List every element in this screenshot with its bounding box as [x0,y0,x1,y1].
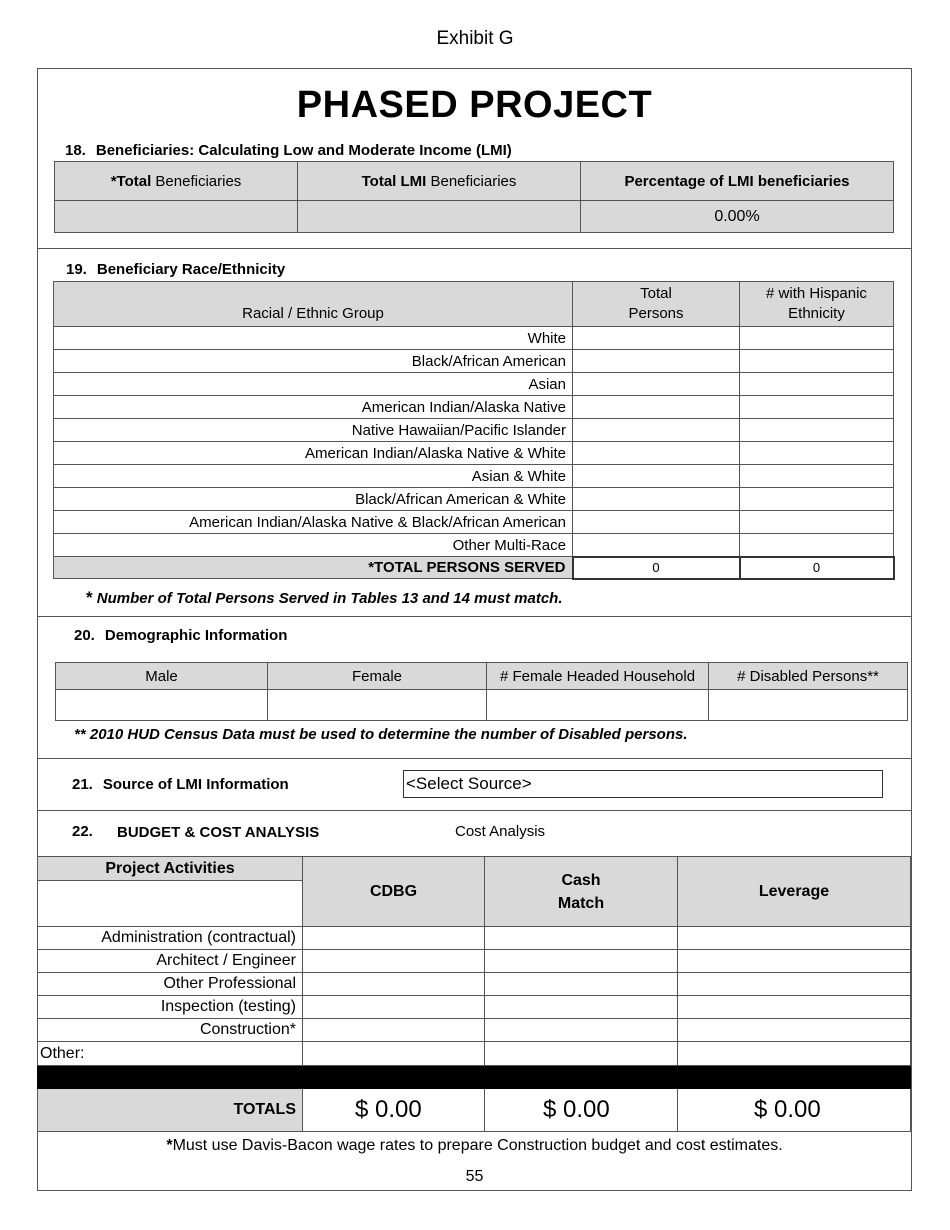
lmi-source-select[interactable]: <Select Source> [403,770,883,798]
separator-bar [485,1066,678,1089]
leverage-input[interactable] [678,1019,911,1042]
race-hispanic-input[interactable] [740,465,894,488]
race-ethnicity-table [53,281,895,580]
cdbg-input[interactable] [303,1042,485,1066]
section-20-heading [74,627,287,644]
race-hispanic-input[interactable] [740,488,894,511]
race-row-label: Native Hawaiian/Pacific Islander [54,419,573,442]
race-total-input[interactable] [573,373,740,396]
totals-label: TOTALS [38,1089,303,1132]
demographic-table [55,662,908,721]
section-19-heading [66,261,285,278]
col-project-activities: Project Activities [38,857,303,881]
total-leverage-value: $ 0.00 [678,1089,911,1132]
col-percentage-lmi: Percentage of LMI beneficiaries [581,162,894,201]
disabled-persons-note: ** 2010 HUD Census Data must be used to determine the number of Disabled persons. [74,726,688,743]
divider [37,758,912,759]
cdbg-input[interactable] [303,973,485,996]
race-row-label: Asian & White [54,465,573,488]
col-total-persons: Total Persons [573,282,740,327]
race-row-label: Other Multi-Race [54,534,573,557]
col-cash-match: Cash Match [485,857,678,927]
col-hispanic-ethnicity: # with Hispanic Ethnicity [740,282,894,327]
section-18-number: 18. [65,142,86,159]
persons-served-note: * Number of Total Persons Served in Tables 13 and 14 must match. [86,588,563,607]
activities-header-blank [38,881,303,927]
race-hispanic-input[interactable] [740,327,894,350]
section-20-title: Demographic Information [104,627,288,644]
leverage-input[interactable] [678,996,911,1019]
lmi-percentage-value: 0.00% [581,201,894,233]
section-20-number: 20. [74,627,95,644]
leverage-input[interactable] [678,927,911,950]
cash-match-input[interactable] [485,1042,678,1066]
race-hispanic-input[interactable] [740,373,894,396]
davis-bacon-note: *Must use Davis-Bacon wage rates to prepare Construction budget and cost estimates. [166,1137,783,1154]
activity-row-label: Other Professional [38,973,303,996]
beneficiaries-table [54,161,894,233]
race-total-input[interactable] [573,511,740,534]
total-cdbg-value: $ 0.00 [303,1089,485,1132]
race-hispanic-input[interactable] [740,419,894,442]
exhibit-label: Exhibit G [436,28,514,49]
page-number: 55 [465,1168,484,1185]
separator-bar [38,1066,303,1089]
race-total-input[interactable] [573,534,740,557]
page-title: PHASED PROJECT [296,84,653,126]
race-row-label: American Indian/Alaska Native [54,396,573,419]
separator-bar [303,1066,485,1089]
race-total-input[interactable] [573,327,740,350]
col-male: Male [56,663,268,690]
divider [37,248,912,249]
activity-row-label: Administration (contractual) [38,927,303,950]
activity-row-label: Inspection (testing) [38,996,303,1019]
cdbg-input[interactable] [303,1019,485,1042]
budget-table [37,856,911,1132]
section-22-number: 22. [72,823,93,840]
col-female: Female [268,663,487,690]
cdbg-input[interactable] [303,950,485,973]
race-hispanic-input[interactable] [740,511,894,534]
leverage-input[interactable] [678,1042,911,1066]
col-female-headed-household: # Female Headed Household [487,663,709,690]
female-input[interactable] [268,690,487,721]
section-22-title: BUDGET & COST ANALYSIS [117,824,320,841]
section-18-heading [65,142,512,159]
col-racial-group: Racial / Ethnic Group [54,282,573,327]
total-persons-value: 0 [573,557,740,579]
col-total-beneficiaries: *Total Beneficiaries [55,162,298,201]
race-row-label: American Indian/Alaska Native & White [54,442,573,465]
col-disabled-persons: # Disabled Persons** [709,663,908,690]
divider [37,810,912,811]
cash-match-input[interactable] [485,973,678,996]
race-total-input[interactable] [573,488,740,511]
race-hispanic-input[interactable] [740,396,894,419]
lmi-beneficiaries-input[interactable] [298,201,581,233]
leverage-input[interactable] [678,973,911,996]
race-row-label: Asian [54,373,573,396]
race-row-label: Black/African American [54,350,573,373]
cash-match-input[interactable] [485,996,678,1019]
race-total-input[interactable] [573,442,740,465]
total-hispanic-value: 0 [740,557,894,579]
separator-bar [678,1066,911,1089]
cash-match-input[interactable] [485,1019,678,1042]
race-row-label: White [54,327,573,350]
female-headed-household-input[interactable] [487,690,709,721]
cdbg-input[interactable] [303,927,485,950]
race-hispanic-input[interactable] [740,350,894,373]
race-hispanic-input[interactable] [740,442,894,465]
cash-match-input[interactable] [485,950,678,973]
race-total-input[interactable] [573,465,740,488]
divider [37,616,912,617]
race-total-input[interactable] [573,350,740,373]
col-total-lmi-beneficiaries: Total LMI Beneficiaries [298,162,581,201]
col-leverage: Leverage [678,857,911,927]
section-21-title: Source of LMI Information [102,776,289,793]
total-persons-served-label: *TOTAL PERSONS SERVED [54,557,573,579]
cost-analysis-label: Cost Analysis [455,823,546,840]
disabled-persons-input[interactable] [709,690,908,721]
section-19-title: Beneficiary Race/Ethnicity [96,261,286,278]
section-19-number: 19. [66,261,87,278]
total-beneficiaries-input[interactable] [55,201,298,233]
leverage-input[interactable] [678,950,911,973]
total-cash-match-value: $ 0.00 [485,1089,678,1132]
male-input[interactable] [56,690,268,721]
race-row-label: Black/African American & White [54,488,573,511]
section-18-title: Beneficiaries: Calculating Low and Moderate Income (LMI) [95,142,512,159]
section-21-number: 21. [72,776,93,793]
cash-match-input[interactable] [485,927,678,950]
section-21-heading [72,776,289,793]
race-hispanic-input[interactable] [740,534,894,557]
activity-row-label: Construction* [38,1019,303,1042]
other-activity-input[interactable]: Other: [38,1042,303,1066]
col-cdbg: CDBG [303,857,485,927]
race-row-label: American Indian/Alaska Native & Black/African American [54,511,573,534]
race-total-input[interactable] [573,419,740,442]
activity-row-label: Architect / Engineer [38,950,303,973]
cdbg-input[interactable] [303,996,485,1019]
race-total-input[interactable] [573,396,740,419]
